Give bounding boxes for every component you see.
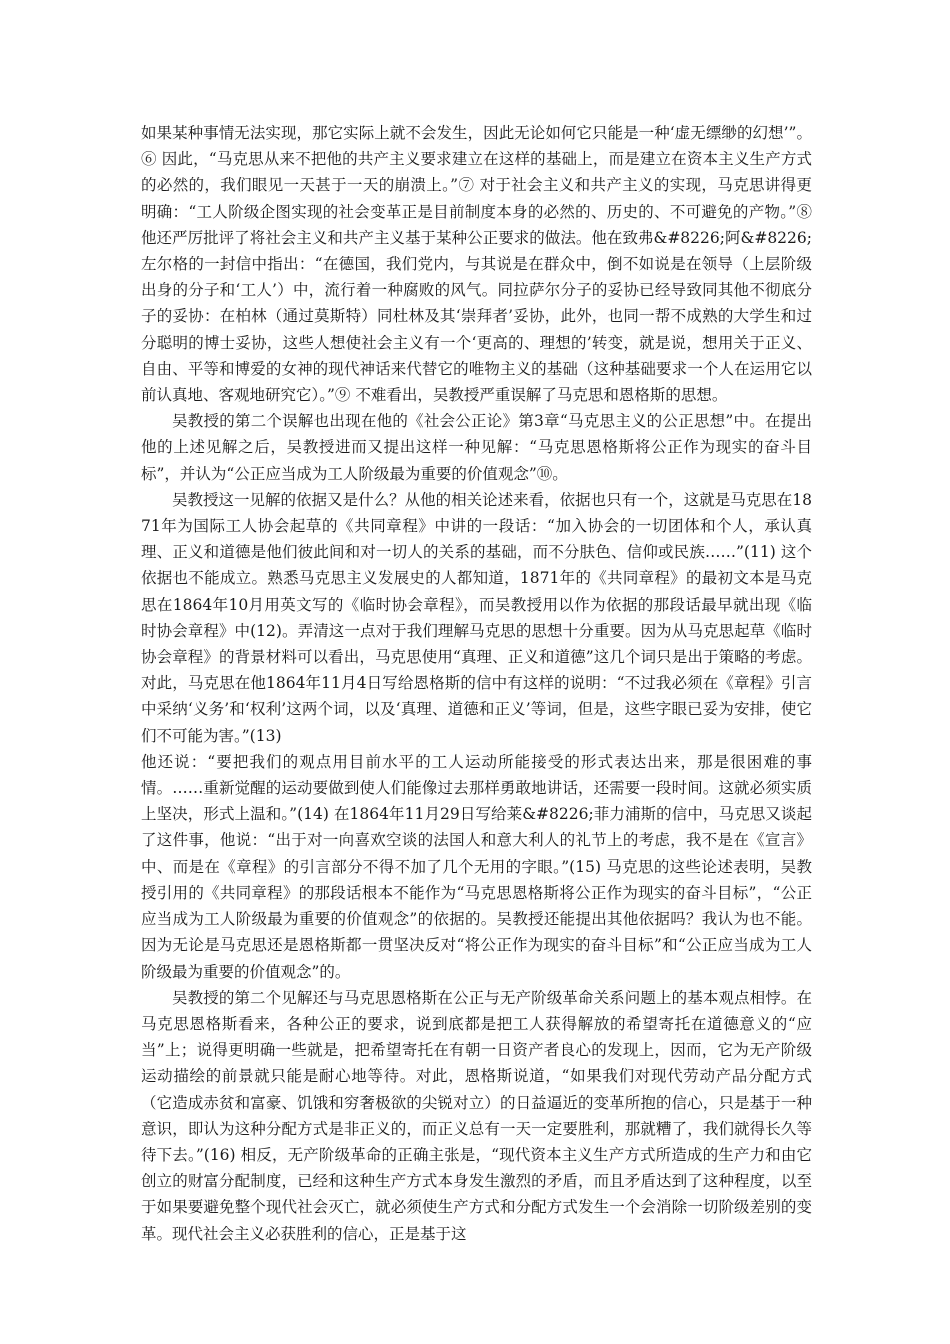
paragraph-2: 吴教授的第二个误解也出现在他的《社会公正论》第3章“马克思主义的公正思想”中。在提出他的上述见解之后，吴教授进而又提出这样一种见解：“马克思恩格斯将公正作为现实的奋斗目标”，并认为“公正应当成为工人阶级最为重要的价值观念”⑩。 (141, 412, 812, 483)
paragraph-5: 吴教授的第二个见解还与马克思恩格斯在公正与无产阶级革命关系问题上的基本观点相悖。在马克思恩格斯看来，各种公正的要求，说到底都是把工人获得解放的希望寄托在道德意义的“应当”上；说得更明确一些就是，把希望寄托在有朝一日资产者良心的发现上，因而，它为无产阶级运动描绘的前景就只能是耐心地等待。对此，恩格斯说道，“如果我们对现代劳动产品分配方式（它造成赤贫和富豪、饥饿和穷奢极欲的尖锐对立）的日益逼近的变革所抱的信心，只是基于一种意识，即认为这种分配方式是非正义的，而正义总有一天一定要胜利，那就糟了，我们就得长久等待下去。”(16) 相反，无产阶级革命的正确主张是，“现代资本主义生产方式所造成的生产力和由它创立的财富分配制度，已经和这种生产方式本身发生激烈的矛盾，而且矛盾达到了这种程度，以至于如果要避免整个现代社会灭亡，就必须使生产方式和分配方式发生一个会消除一切阶级差别的变革。现代社会主义必获胜利的信心，正是基于这 (141, 988, 812, 1243)
paragraph-4: 他还说：“要把我们的观点用目前水平的工人运动所能接受的形式表达出来，那是很困难的事情。……重新觉醒的运动要做到使人们能像过去那样勇敢地讲话，还需要一段时间。这就必须实质上坚决，形式上温和。”(14) 在1864年11月29日写给莱&#8226;菲力浦斯的信中，马克思又谈起了这件事，他说：“出于对一向喜欢空谈的法国人和意大利人的礼节上的考虑，我不是在《宣言》中、而是在《章程》的引言部分不得不加了几个无用的字眼。”(15) 马克思的这些论述表明，吴教授引用的《共同章程》的那段话根本不能作为“马克思恩格斯将公正作为现实的奋斗目标”，“公正应当成为工人阶级最为重要的价值观念”的依据的。吴教授还能提出其他依据吗？我认为也不能。因为无论是马克思还是恩格斯都一贯坚决反对“将公正作为现实的奋斗目标”和“公正应当成为工人阶级最为重要的价值观念”的。 (141, 752, 812, 981)
document-body (141, 120, 812, 1247)
paragraph-1: 如果某种事情无法实现，那它实际上就不会发生，因此无论如何它只能是一种‘虚无缥缈的幻想’”。⑥ 因此，“马克思从来不把他的共产主义要求建立在这样的基础上，而是建立在资本主义生产方式的必然的，我们眼见一天甚于一天的崩溃上。”⑦ 对于社会主义和共产主义的实现，马克思讲得更明确：“工人阶级企图实现的社会变革正是目前制度本身的必然的、历史的、不可避免的产物。”⑧ 他还严厉批评了将社会主义和共产主义基于某种公正要求的做法。他在致弗&#8226;阿&#8226;左尔格的一封信中指出：“在德国，我们党内，与其说是在群众中，倒不如说是在领导（上层阶级出身的分子和‘工人’）中，流行着一种腐败的风气。同拉萨尔分子的妥协已经导致同其他不彻底分子的妥协：在柏林（通过莫斯特）同杜林及其‘崇拜者’妥协，此外，也同一帮不成熟的大学生和过分聪明的博士妥协，这些人想使社会主义有一个‘更高的、理想的’转变，就是说，想用关于正义、自由、平等和博爱的女神的现代神话来代替它的唯物主义的基础（这种基础要求一个人在运用它以前认真地、客观地研究它）。”⑨ 不难看出，吴教授严重误解了马克思和恩格斯的思想。 (141, 124, 813, 405)
paragraph-3: 吴教授这一见解的依据又是什么？从他的相关论述来看，依据也只有一个，这就是马克思在1871年为国际工人协会起草的《共同章程》中讲的一段话：“加入协会的一切团体和个人，承认真理、正义和道德是他们彼此间和对一切人的关系的基础，而不分肤色、信仰或民族……”(11) 这个依据也不能成立。熟悉马克思主义发展史的人都知道，1871年的《共同章程》的最初文本是马克思在1864年10月用英文写的《临时协会章程》，而吴教授用以作为依据的那段话最早就出现《临时协会章程》中(12)。弄清这一点对于我们理解马克思的思想十分重要。因为从马克思起草《临时协会章程》的背景材料可以看出，马克思使用“真理、正义和道德”这几个词只是出于策略的考虑。对此，马克思在他1864年11月4日写给恩格斯的信中有这样的说明：“不过我必须在《章程》引言中采纳‘义务’和‘权利’这两个词，以及‘真理、道德和正义’等词，但是，这些字眼已妥为安排，使它们不可能为害。”(13) (141, 490, 812, 745)
